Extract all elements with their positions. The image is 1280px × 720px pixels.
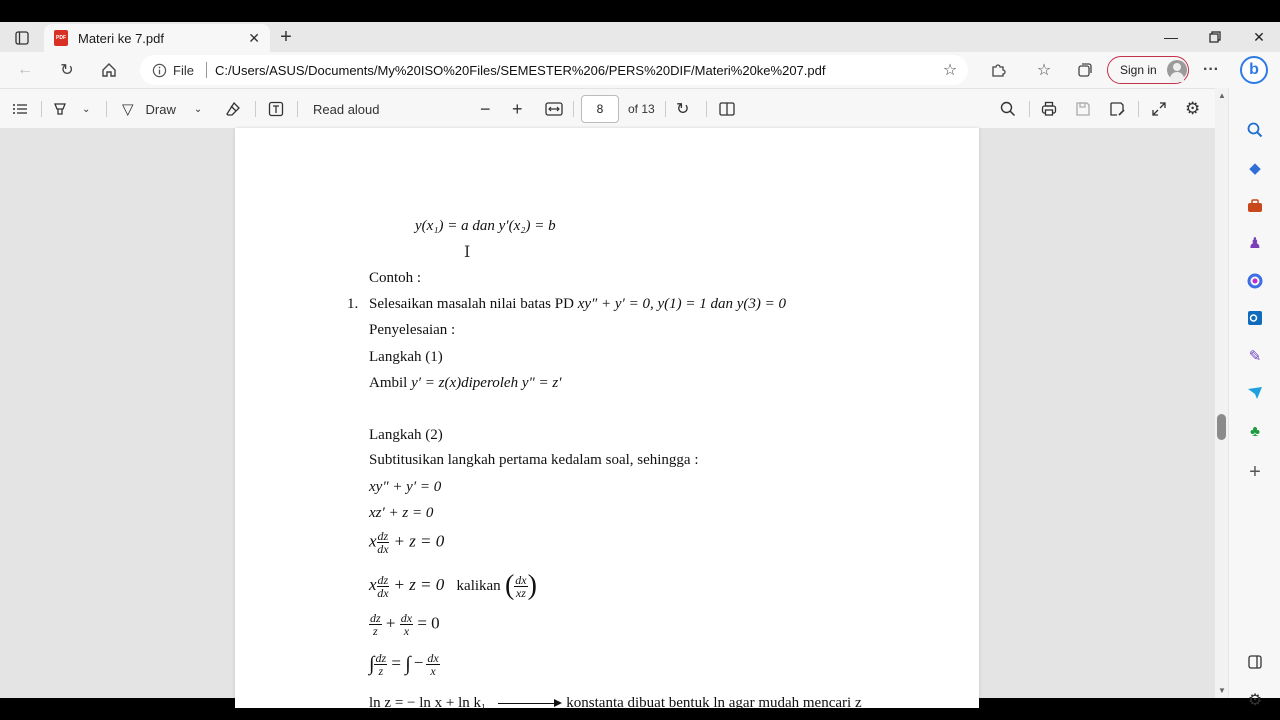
toolbar-divider: [1029, 101, 1030, 117]
sidebar-shopping-button[interactable]: [1243, 156, 1267, 180]
problem-math: xy″ + y′ = 0, y(1) = 1 dan y(3) = 0: [577, 296, 786, 312]
chevron-down-icon: ⌄: [82, 103, 91, 115]
chevron-down-icon: ⌄: [193, 103, 203, 115]
equation-1: xy″ + y′ = 0: [369, 479, 442, 495]
equation-3: [369, 530, 444, 555]
fraction-dx-xz: [514, 574, 527, 599]
fraction-denominator: dx: [377, 585, 389, 600]
right-paren: ): [527, 570, 537, 601]
problem-text: Selesaikan masalah nilai batas PD: [369, 296, 578, 312]
designer-pen-icon: ✎: [1248, 348, 1262, 365]
site-info-label[interactable]: File: [173, 62, 194, 78]
pdf-page: [235, 128, 979, 711]
eq3-x: x: [369, 531, 377, 551]
expand-icon: [1151, 101, 1167, 117]
home-button[interactable]: [96, 58, 122, 82]
two-page-icon: [719, 102, 735, 116]
boundary-conditions: y(x₁) = a dan y′(x₂) = b: [415, 218, 556, 234]
refresh-icon: ↻: [60, 62, 74, 79]
navigation-bar: [0, 52, 1280, 88]
sign-in-button[interactable]: [1107, 56, 1189, 84]
search-icon: [1000, 101, 1016, 117]
left-paren: (: [504, 570, 515, 601]
fraction-denominator: x: [430, 664, 436, 678]
save-as-icon: [1109, 101, 1125, 117]
multiply-label: kalikan: [456, 577, 501, 594]
save-as-button[interactable]: [1109, 97, 1125, 121]
fraction-dz-z: [369, 612, 382, 637]
address-separator: [206, 62, 207, 78]
refresh-button[interactable]: [54, 58, 80, 82]
save-icon: [1075, 101, 1091, 117]
substitution-instruction: Subtitusikan langkah pertama kedalam soal, sehingga :: [369, 452, 699, 468]
sign-in-label: Sign in: [1120, 63, 1157, 77]
fraction-numerator: dx: [515, 572, 527, 587]
save-button[interactable]: [1075, 97, 1091, 121]
browser-window: [0, 22, 1280, 711]
read-aloud-button[interactable]: [313, 97, 380, 121]
edge-sidebar: [1228, 88, 1280, 709]
more-dots-icon: ···: [1203, 61, 1219, 78]
print-button[interactable]: [1041, 97, 1057, 121]
plus-icon: +: [512, 98, 523, 119]
fraction-dz-dx: [377, 574, 390, 599]
rotate-button[interactable]: [676, 97, 689, 121]
highlighter-icon: [52, 101, 68, 117]
plus-sign: +: [381, 613, 400, 633]
toolbar-divider: [297, 101, 298, 117]
send-icon: [1247, 386, 1263, 400]
sidebar-add-button[interactable]: [1243, 460, 1267, 484]
eq4-rest: + z = 0: [389, 574, 445, 594]
integral-sign: ∫: [369, 653, 375, 675]
toolbox-icon: [1247, 199, 1263, 213]
tab-actions-icon: [15, 31, 29, 45]
address-bar[interactable]: [140, 55, 968, 85]
tab-actions-button[interactable]: [8, 27, 36, 49]
sidebar-tree-button[interactable]: [1243, 419, 1267, 443]
fraction-dz-z: [374, 652, 387, 677]
problem-statement: [369, 296, 786, 313]
fraction-numerator: dz: [377, 529, 389, 543]
browser-tab[interactable]: [44, 24, 270, 52]
restore-button[interactable]: [1200, 27, 1230, 47]
fraction-numerator: dz: [375, 651, 387, 665]
toolbar-divider: [706, 101, 707, 117]
equation-7: [369, 695, 862, 712]
search-button[interactable]: [1000, 97, 1016, 121]
sidebar-drop-button[interactable]: [1243, 381, 1267, 405]
restore-icon: [1209, 31, 1221, 43]
minimize-button[interactable]: [1156, 27, 1186, 47]
fraction-denominator: x: [403, 624, 410, 638]
fraction-dz-dx: [377, 530, 390, 555]
ambil-math: y′ = z(x)diperoleh y" = z′: [411, 375, 562, 391]
list-icon: [12, 102, 28, 116]
sidebar-settings-button[interactable]: [1243, 688, 1267, 712]
full-screen-button[interactable]: [1151, 97, 1167, 121]
outlook-icon: [1247, 310, 1263, 326]
star-plus-icon: ☆: [942, 62, 958, 79]
close-window-button[interactable]: [1244, 27, 1274, 47]
example-heading: Contoh :: [369, 270, 422, 286]
draw-pen-icon: ▽: [122, 101, 134, 118]
tree-icon: ♣: [1250, 422, 1260, 440]
settings-button[interactable]: [1185, 97, 1200, 121]
draw-button[interactable]: [122, 97, 202, 121]
erase-button[interactable]: [225, 97, 241, 121]
toolbar-divider: [665, 101, 666, 117]
ambil-text: Ambil: [369, 375, 412, 391]
tab-title: Materi ke 7.pdf: [78, 30, 164, 46]
toolbar-divider: [255, 101, 256, 117]
copilot-icon: [1247, 273, 1263, 289]
equation-2: xz′ + z = 0: [369, 505, 434, 521]
back-button[interactable]: [12, 58, 38, 82]
equals-zero: = 0: [413, 613, 440, 633]
fraction-numerator: dx: [400, 611, 413, 625]
fraction-denominator: z: [373, 624, 378, 638]
puzzle-icon: [990, 62, 1006, 78]
sidebar-tools-button[interactable]: [1243, 194, 1267, 218]
toolbar-divider: [41, 101, 42, 117]
zoom-in-button[interactable]: [512, 97, 523, 121]
equals-sign: =: [387, 653, 406, 673]
favorites-button[interactable]: [1031, 58, 1057, 82]
avatar-icon: [1167, 60, 1187, 80]
log-equation: ln z = − ln x + ln k₁: [369, 695, 487, 711]
fraction-denominator: xz: [515, 585, 526, 600]
equation-5: [369, 612, 440, 637]
fraction-numerator: dz: [370, 611, 381, 625]
equation-4: [369, 570, 537, 602]
solution-heading: Penyelesaian :: [369, 322, 456, 338]
gear-icon: ⚙: [1185, 99, 1201, 118]
sidebar-copilot-button[interactable]: [1243, 269, 1267, 293]
favorites-star-icon: ☆: [1036, 62, 1052, 79]
sidebar-toggle-button[interactable]: [1243, 650, 1267, 674]
collections-icon: [1077, 62, 1093, 78]
right-arrow-icon: [498, 703, 560, 705]
sidebar-outlook-button[interactable]: [1243, 306, 1267, 330]
eq4-x: x: [369, 574, 377, 594]
url-text[interactable]: C:/Users/ASUS/Documents/My%20ISO%20Files/SEMESTER%206/PERS%20DIF/Materi%20ke%207.pdf: [214, 62, 826, 78]
tag-icon: ◆: [1249, 160, 1261, 177]
minus-icon: −: [480, 98, 491, 119]
read-aloud-label: Read aloud: [313, 101, 380, 117]
chess-piece-icon: ♟: [1248, 235, 1262, 252]
plus-icon: +: [1249, 460, 1261, 483]
add-favorite-button[interactable]: [937, 58, 963, 82]
fraction-denominator: z: [378, 664, 384, 678]
sidebar-games-button[interactable]: [1243, 231, 1267, 255]
tab-strip: [0, 22, 1280, 52]
search-icon: [1247, 122, 1263, 138]
info-icon: [152, 63, 167, 78]
plus-icon: +: [280, 25, 292, 48]
sidebar-designer-button[interactable]: [1243, 344, 1267, 368]
step-2-heading: Langkah (2): [369, 427, 443, 443]
toolbar-divider: [1138, 101, 1139, 117]
substitution-line: [369, 375, 562, 392]
bing-chat-button[interactable]: [1240, 56, 1268, 84]
eraser-icon: [225, 101, 241, 117]
page-number-input[interactable]: 8: [581, 95, 619, 123]
sidebar-panel-icon: [1248, 655, 1262, 669]
integral-sign: ∫: [405, 653, 411, 675]
text-cursor-icon: Ⅰ: [464, 244, 471, 261]
text-button[interactable]: [268, 97, 284, 121]
scroll-up-icon[interactable]: ▲: [1218, 91, 1226, 100]
bing-icon: b: [1249, 61, 1259, 78]
rotate-icon: ↻: [676, 101, 690, 118]
toolbar-divider: [106, 101, 107, 117]
scroll-down-icon[interactable]: ▼: [1218, 686, 1226, 695]
more-menu-button[interactable]: [1198, 58, 1224, 82]
sidebar-search-button[interactable]: [1243, 118, 1267, 142]
vertical-scrollbar[interactable]: [1215, 88, 1228, 698]
highlight-button[interactable]: [52, 97, 90, 121]
equation-6: [369, 652, 440, 677]
new-tab-button[interactable]: [274, 25, 298, 49]
fraction-dx-x: [400, 612, 413, 637]
fit-width-icon: [545, 102, 563, 116]
fraction-numerator: dz: [377, 572, 389, 587]
page-view-button[interactable]: [719, 97, 735, 121]
toolbar-divider: [573, 101, 574, 117]
draw-label: Draw: [145, 101, 176, 117]
pdf-toolbar: [0, 88, 1215, 128]
step-1-heading: Langkah (1): [369, 349, 443, 365]
extensions-button[interactable]: [985, 58, 1011, 82]
fraction-numerator: dx: [427, 651, 439, 665]
zoom-out-button[interactable]: [480, 97, 491, 121]
back-arrow-icon: ←: [17, 61, 33, 78]
fraction-denominator: dx: [377, 542, 389, 556]
page-count: of 13: [628, 102, 655, 116]
pdf-file-icon: PDF: [54, 30, 68, 46]
text-box-icon: [268, 101, 284, 117]
gear-icon: ⚙: [1247, 692, 1263, 709]
home-icon: [101, 62, 117, 78]
scrollbar-thumb[interactable]: [1217, 414, 1226, 440]
minus-sign: −: [413, 653, 424, 673]
fit-width-button[interactable]: [545, 97, 563, 121]
document-viewer[interactable]: [0, 128, 1215, 711]
fraction-dx-x: [426, 652, 439, 677]
collections-button[interactable]: [1072, 58, 1098, 82]
printer-icon: [1041, 101, 1057, 117]
tab-close-icon[interactable]: ✕: [248, 29, 260, 46]
contents-button[interactable]: [12, 97, 28, 121]
close-icon: ✕: [1253, 28, 1265, 45]
minimize-icon: —: [1164, 29, 1178, 45]
constant-note: konstanta dibuat bentuk ln agar mudah mencari z: [566, 695, 862, 711]
list-number: 1.: [347, 296, 359, 312]
eq3-rest: + z = 0: [389, 531, 445, 551]
